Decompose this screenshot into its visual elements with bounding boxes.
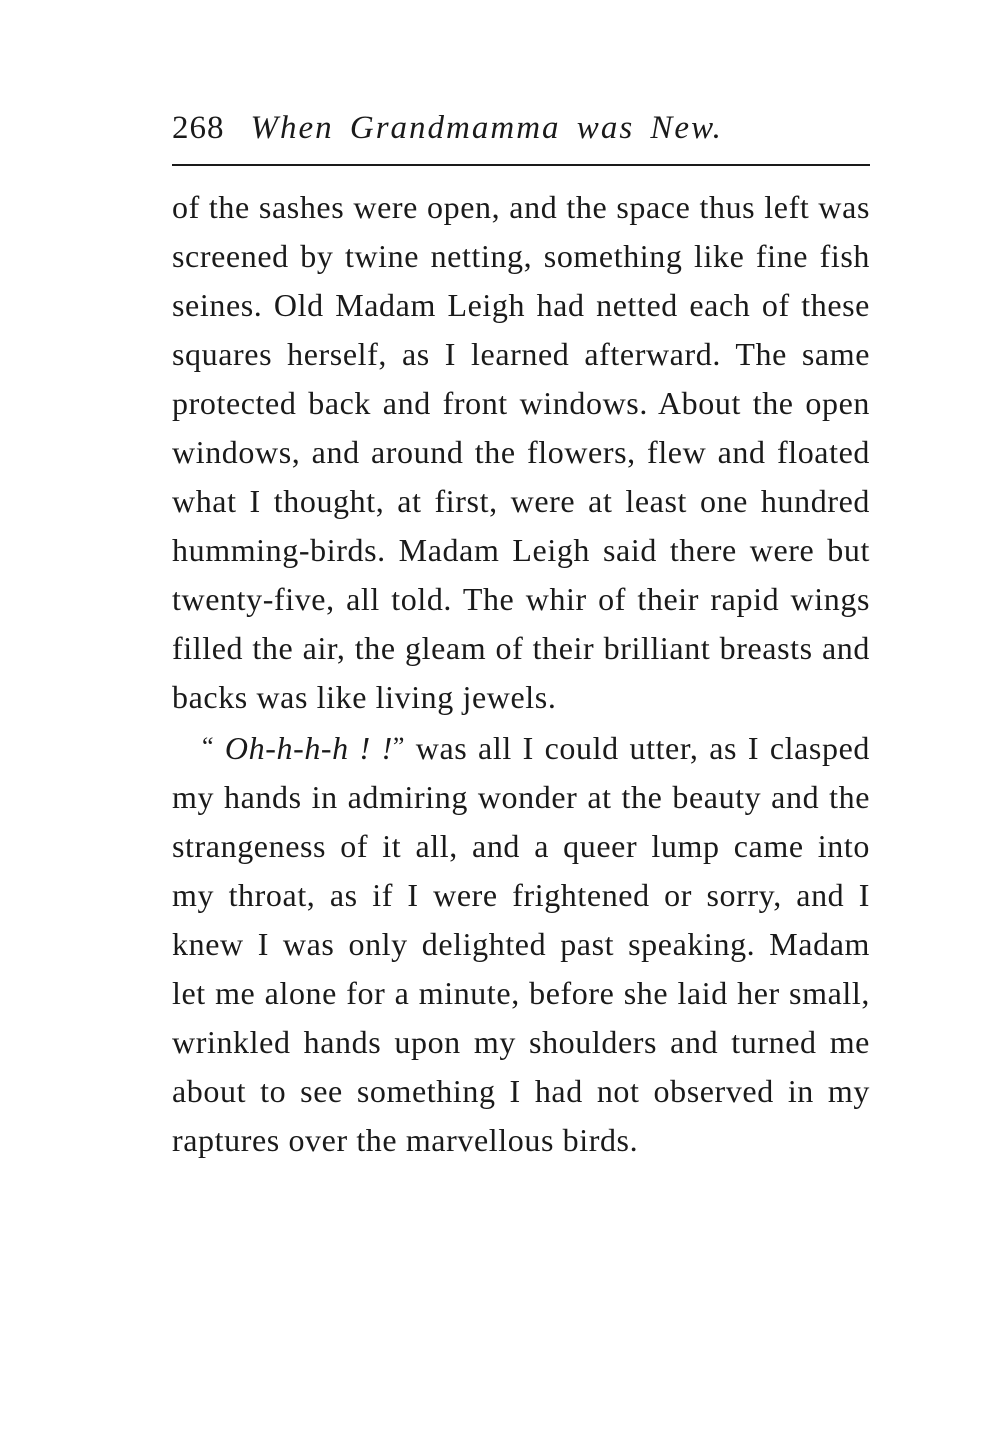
body-text — [172, 183, 870, 1165]
running-title: When Grandmamma was New. — [250, 110, 723, 146]
page-number: 268 — [172, 110, 225, 146]
paragraph-2 — [172, 722, 870, 1165]
paragraph-2-text: was all I could utter, as I clasped my hands in admiring wonder at the beauty and the strangeness of it all, and a queer lump came into my throat, as if I were frightened or sorry, and I knew I was only delighted past speaking. Madam let me alone for a minute, before she laid her small, wrinkled hands upon my shoulders and turned me about to see something I had not observed in my raptures over the marvellous birds. — [172, 730, 870, 1158]
header-rule — [172, 164, 870, 166]
paragraph-1: of the sashes were open, and the space thus left was screened by twine netting, something like fine fish seines. Old Madam Leigh had netted each of these squares herself, as I learned afterward. The same protected back and front windows. About the open windows, and around the flowers, flew and floated what I thought, at first, were at least one hundred humming-birds. Madam Leigh said there were but twenty-five, all told. The whir of their rapid wings filled the air, the gleam of their brilliant breasts and backs was like living jewels. — [172, 189, 870, 715]
book-page — [172, 0, 870, 1429]
close-quote: ” — [392, 732, 405, 761]
open-quote: “ — [202, 732, 215, 761]
running-head — [172, 104, 870, 152]
exclamation-text: Oh-h-h-h ! ! — [224, 730, 393, 766]
